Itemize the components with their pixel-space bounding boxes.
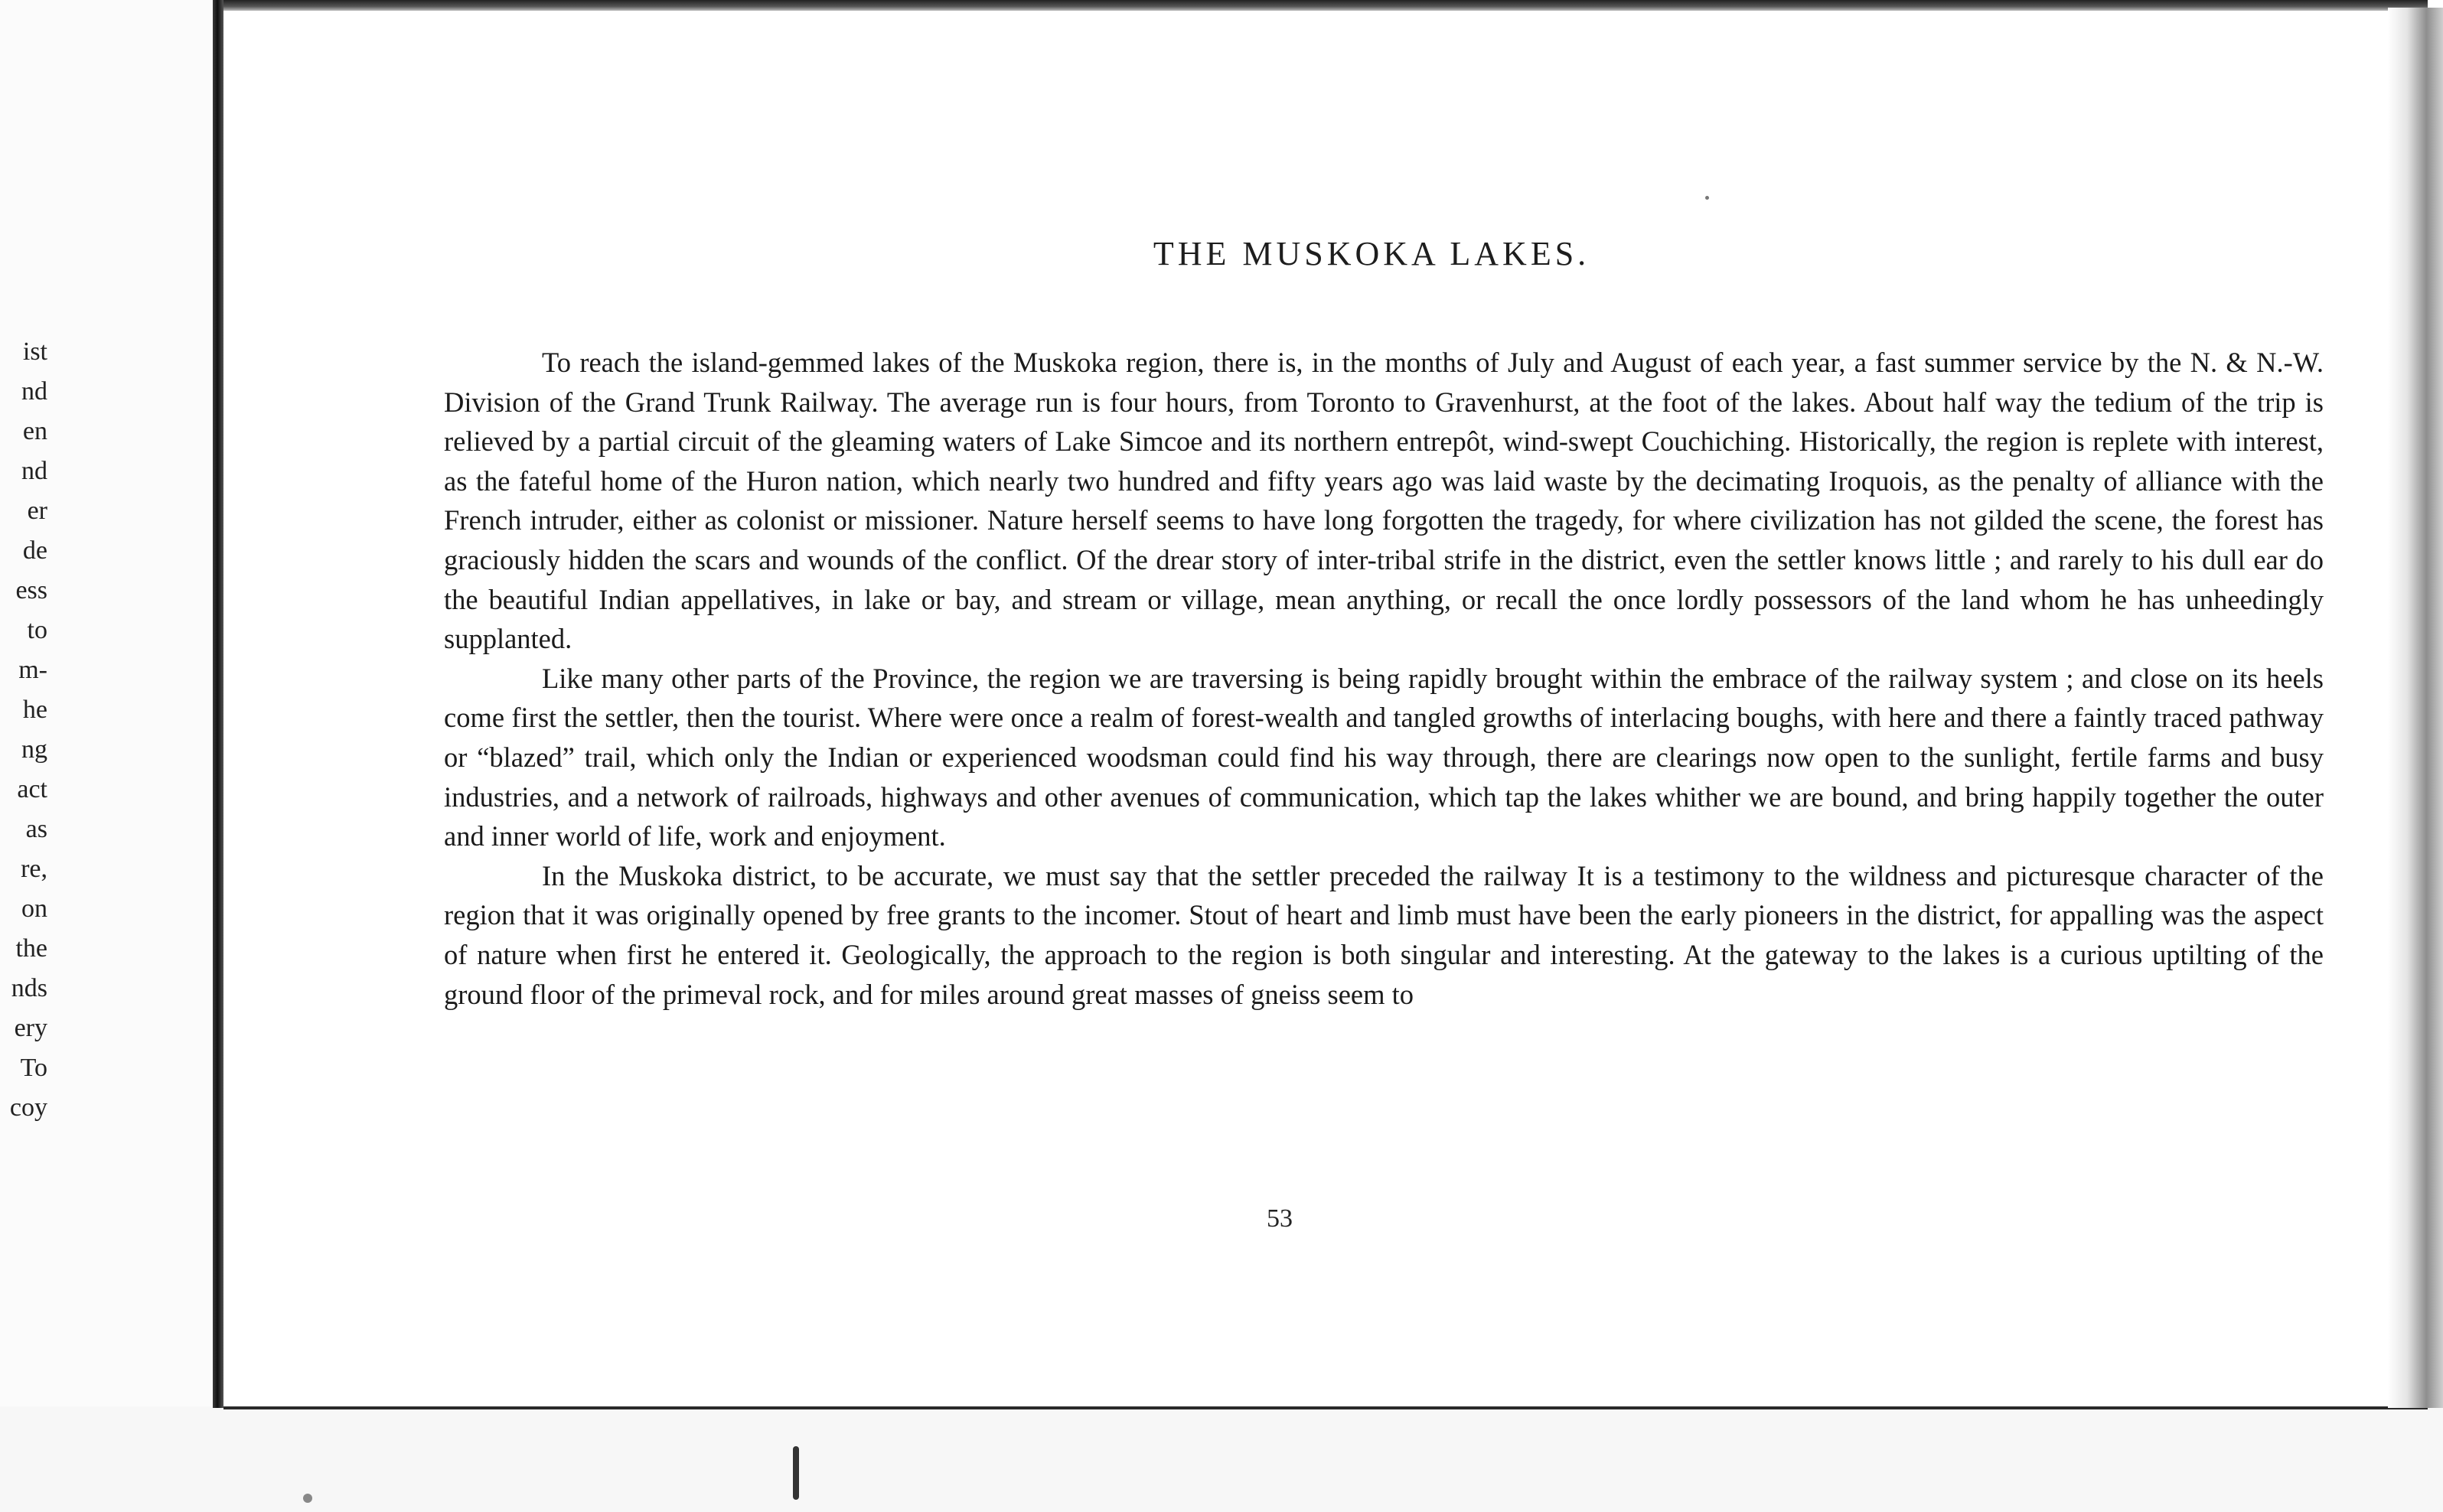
page-number: 53 xyxy=(1267,1204,1293,1233)
fragment: to xyxy=(27,616,47,644)
page-title: THE MUSKOKA LAKES. xyxy=(1153,235,1590,272)
paragraph: To reach the island-gemmed lakes of the Muskoka region, there is, in the months of July and August of each year, a fast summer service by the N. & N.-W. Division of the Grand Trunk Railway. The average run is four hours, from Toronto to Gravenhurst, at the foot of the lakes. About half way the tedium of the trip is relieved by a partial circuit of the gleaming waters of Lake Simcoe and its northern entrepôt, wind-swept Couchiching. Historically, the region is replete with interest, as the fateful home of the Huron nation, which nearly two hundred and fifty years ago was laid waste by the decimating Iroquois, as the penalty of alliance with the French intruder, either as colonist or missioner. Nature herself seems to have long forgotten the tragedy, for where civilization has not gilded the scene, the forest has graciously hidden the scars and wounds of the conflict. Of the drear story of inter-tribal strife in the district, even the settler knows little ; and rarely to his dull ear do the beautiful Indian appellatives, in lake or bay, and stream or village, mean anything, or recall the once lordly possessors of the land whom he has unheedingly supplanted. xyxy=(444,347,2324,655)
paragraph: In the Muskoka district, to be accurate, we must say that the settler preceded the railway It is a testimony to the wildness and picturesque character of the region that it was originally opened by free grants to the incomer. Stout of heart and limb must have been the early pioneers in the district, for appalling was the aspect of nature when first he entered it. Geologically, the approach to the region is both singular and interesting. At the gateway to the lakes is a curious uptilting of the ground floor of the primeval rock, and for miles around great masses of gneiss seem to xyxy=(444,859,2324,1010)
scan-speck xyxy=(1705,196,1709,200)
page-bottom-edge xyxy=(223,1406,2428,1409)
fragment: coy xyxy=(9,1093,47,1122)
fragment: he xyxy=(22,696,47,724)
body-text xyxy=(444,343,2324,1014)
fragment: act xyxy=(17,775,47,803)
fragment: ery xyxy=(14,1014,47,1042)
paragraph: Like many other parts of the Province, the region we are traversing is being rapidly brought within the embrace of the railway system ; and close on its heels come first the settler, then the tourist. Where were once a realm of forest-wealth and tangled growths of interlacing boughs, with here and there a faintly traced pathway or “blazed” trail, which only the Indian or experienced woodsman could find his way through, there are clearings now open to the sunlight, fertile farms and busy industries, and a network of railroads, highways and other avenues of communication, which tap the lakes whither we are bound, and bring happily together the outer and inner world of life, work and enjoyment. xyxy=(444,662,2324,852)
fragment: er xyxy=(27,497,47,525)
page-bottom-margin xyxy=(0,1406,2443,1512)
fragment: ist xyxy=(22,337,47,366)
page-right-edge xyxy=(2388,8,2443,1408)
fragment: on xyxy=(21,894,47,923)
fragment: nds xyxy=(11,974,47,1002)
fragment: ess xyxy=(15,576,47,604)
scan-speck xyxy=(303,1494,312,1503)
fragment: m- xyxy=(18,656,47,684)
fragment: de xyxy=(22,536,47,565)
fragment: To xyxy=(20,1054,47,1082)
scan-speck xyxy=(793,1446,799,1500)
fragment: ng xyxy=(21,735,47,764)
fragment: nd xyxy=(21,457,47,485)
fragment: the xyxy=(15,934,47,963)
book-spine xyxy=(213,0,223,1408)
left-page-text-fragments xyxy=(0,332,47,1128)
left-page xyxy=(0,0,213,1512)
page-top-edge xyxy=(223,0,2428,11)
fragment: en xyxy=(22,417,47,445)
fragment: nd xyxy=(21,377,47,406)
fragment: as xyxy=(25,815,47,843)
fragment: re, xyxy=(21,855,47,883)
main-page xyxy=(223,11,2388,1406)
